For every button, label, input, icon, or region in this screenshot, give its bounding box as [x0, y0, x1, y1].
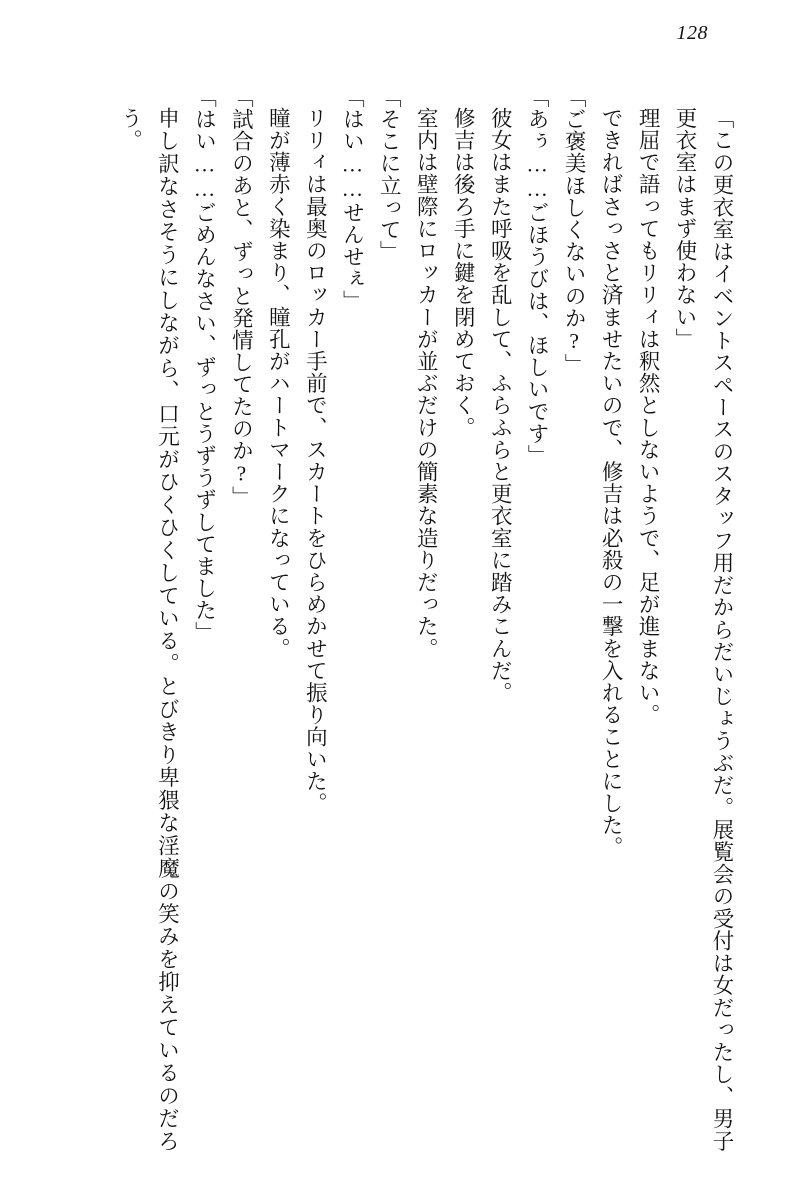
paragraph: できればさっさと済ませたいので、修吉は必殺の一撃を入れることにした。 — [599, 107, 624, 859]
paragraph: 「はい……せんせぇ」 — [340, 86, 365, 312]
paragraph: 修吉は後ろ手に鍵を閉めておく。 — [451, 107, 476, 439]
paragraph: 「そこに立って」 — [377, 86, 402, 263]
page-number: 128 — [676, 22, 708, 44]
paragraph: 「ご褒美ほしくないのか?」 — [562, 86, 587, 376]
paragraph: 「あぅ……ごほうびは、ほしいです」 — [525, 86, 550, 467]
paragraph: 申し訳なさそうにしながら、口元がひくひくしている。とびきり卑猥な淫魔の笑みを抑えているのだろう。 — [118, 107, 180, 1152]
paragraph: 「この更衣室はイベントスペースのスタッフ用だからだいじょうぶだ。展覧会の受付は女だったし、男子更衣室はまず使わない」 — [673, 107, 734, 1152]
page-body-text — [52, 86, 740, 1152]
paragraph: リリィは最奥のロッカー手前で、スカートをひらめかせて振り向いた。 — [303, 107, 328, 815]
paragraph: 室内は壁際にロッカーが並ぶだけの簡素な造りだった。 — [414, 107, 439, 660]
paragraph: 理屈で語ってもリリィは釈然としないようで、足が進まない。 — [636, 107, 661, 726]
paragraph: 瞳が薄赤く染まり、瞳孔がハートマークになっている。 — [266, 107, 291, 660]
paragraph: 「はい……ごめんなさい、ずっとうずうずしてました」 — [192, 86, 217, 644]
paragraph: 「試合のあと、ずっと発情してたのか?」 — [229, 86, 254, 509]
paragraph: 彼女はまた呼吸を乱して、ふらふらと更衣室に踏みこんだ。 — [488, 107, 513, 704]
